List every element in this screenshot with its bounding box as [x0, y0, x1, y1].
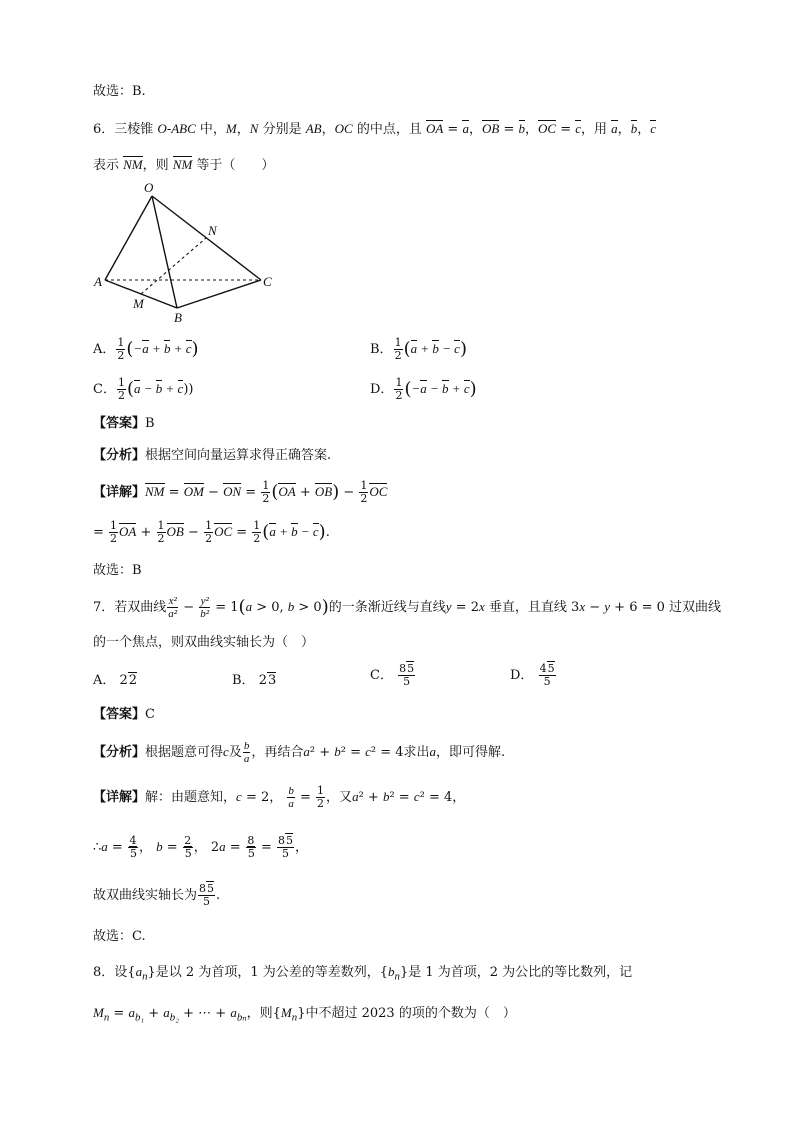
q6-conclusion: 故选：B	[93, 563, 142, 578]
q7-detail-line-2: ∴a = $\frac{4}{5}$ ， b = $\frac{2}{5}$ ， 2a = $\frac{8}{5}$ = $\frac{85}{5}$ ，	[93, 834, 309, 860]
q8-stem-line-2: $M_n = a_{b_1} + a_{b_2}$ + ⋯ + $a_{b_n}$，则$\{M_n\}$中不超过 2023 的项的个数为（ ）	[93, 1005, 516, 1024]
label-B: B	[174, 310, 182, 325]
q8-stem-line-1: 8．设$\{a_n\}$是以 2 为首项，1 为公差的等差数列，$\{b_n\}$是 1 为首项，2 为公比的等比数列，记	[93, 964, 633, 983]
q6-stem-line-2: 表示 NM，则 NM 等于（ ）	[93, 157, 275, 173]
label-M: M	[133, 296, 144, 311]
q6-option-d: D． $\frac{1}{2}$ (−a − b + c)	[370, 376, 477, 402]
q6-detail-line-1: 【详解】NM = OM − ON = $\frac{1}{2}$ (OA + OB) − $\frac{1}{2}$ OC	[93, 479, 388, 505]
label-A: A	[94, 274, 102, 289]
q6-option-a: A． $\frac{1}{2}$ (−a + b + c)	[93, 336, 199, 362]
label-N: N	[208, 223, 217, 238]
q7-conclusion-line: 故双曲线实轴长为 $\frac{85}{5}$ .	[93, 882, 221, 908]
q6-analysis: 【分析】根据空间向量运算求得正确答案.	[93, 448, 332, 463]
q7-analysis: 【分析】根据题意可得c及 $\frac{b}{a}$ ，再结合a² + b² = c² = 4求出a，即可得解.	[93, 740, 506, 765]
q7-option-d: D． $\frac{45}{5}$	[510, 662, 555, 688]
q6-option-c: C． $\frac{1}{2}$ (a − b + c))	[93, 376, 194, 402]
q7-stem-line-1: 7．若双曲线 $\frac{\text{x²}}{\text{a²}}$ − $\frac{\text{y²}}{\text{b²}}$ = 1(a > 0, b > 0)的一条渐近线与直线y = 2x 垂直，且直线 3x − y + 6 = 0 过双曲线	[93, 595, 722, 620]
q6-answer: 【答案】B	[93, 416, 155, 431]
label-C: C	[263, 274, 272, 289]
q5-conclusion: 故选：B.	[93, 84, 146, 99]
q6-option-b: B． $\frac{1}{2}$ (a + b − c)	[370, 336, 467, 362]
q7-detail-line-1: 【详解】解：由题意知，c = 2， $\frac{b}{a}$ = $\frac{1}{2}$ ，又a² + b² = c² = 4，	[93, 784, 466, 810]
q6-number: 6．	[93, 122, 115, 137]
tetrahedron-figure	[88, 176, 288, 326]
q7-option-a: A． 22	[93, 673, 138, 688]
q7-answer: 【答案】C	[93, 707, 155, 722]
q6-stem-line-1: 6．三棱锥 O-ABC 中，M，N 分别是 AB，OC 的中点，且 OA = a，OB = b，OC = c，用 a，b，c	[93, 121, 656, 137]
q7-stem-line-2: 的一个焦点，则双曲线实轴长为（ ）	[93, 635, 315, 650]
q7-option-c: C． $\frac{85}{5}$	[370, 662, 415, 688]
label-O: O	[144, 180, 154, 195]
q6-detail-line-2: = $\frac{1}{2}$ OA + $\frac{1}{2}$ OB − $\frac{1}{2}$ OC = $\frac{1}{2}$ (a + b − c).	[93, 519, 330, 545]
q7-option-b: B． 23	[232, 673, 277, 688]
q7-end: 故选：C.	[93, 929, 146, 944]
